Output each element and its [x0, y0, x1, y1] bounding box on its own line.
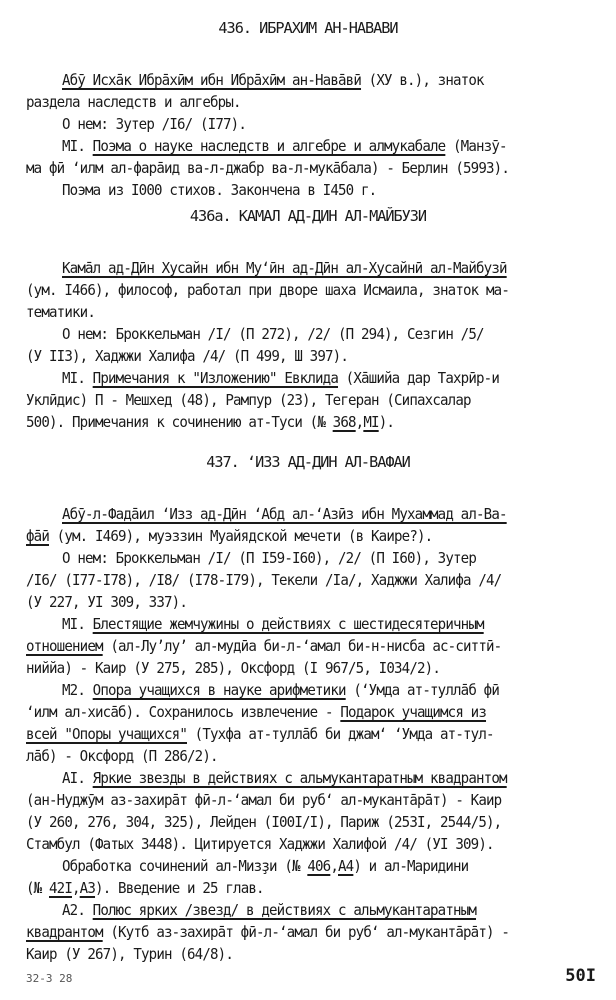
text-run: ,: [72, 879, 80, 897]
text-line: [26, 302, 95, 322]
entry-heading-437: 437. ʻИЗЗ АД-ДИН АЛ-ВАФАИ: [206, 453, 410, 471]
text-line: [62, 900, 476, 920]
text-run: Каир (У 267), Турин (64/8).: [26, 945, 234, 963]
text-line: [62, 136, 507, 156]
underlined-title: квадрантом: [26, 923, 103, 941]
text-line: [26, 834, 494, 854]
entry-heading-436a: 436а. КАМАЛ АД-ДИН АЛ-МАЙБУЗИ: [189, 207, 427, 225]
text-run: Поэма из I000 стихов. Закончена в I450 г.: [62, 181, 377, 199]
text-line: [26, 746, 218, 766]
underlined-title: Блестящие жемчужины о действиях с шестидесятеричным: [92, 615, 484, 633]
text-run: Уклӣдис) П - Мешхед (48), Рампур (23), Тегеран (Сипахсалар: [26, 391, 471, 409]
text-line: [26, 702, 486, 722]
text-run: О нем: Броккельман /I/ (П I59-I60), /2/ (П I60), Зутер: [62, 549, 477, 567]
underlined-title: 368: [332, 413, 356, 431]
text-line: [26, 92, 241, 112]
text-run: (ан-Нуджӯм аз-захира̄т фӣ-л-ʻамал би рубʻ ал-муканта̄ра̄т) - Каир: [26, 791, 502, 809]
text-run: (ал-Луʼлуʼ ал-мудӣа би-л-ʻамал би-н-нисба ас-ситтӣ-: [102, 637, 502, 655]
text-line: [62, 680, 499, 700]
text-run: (ХУ в.), знаток: [361, 71, 484, 89]
underlined-title: 406: [307, 857, 331, 875]
text-line: [26, 412, 394, 432]
text-line: [26, 346, 348, 366]
text-line: [62, 324, 484, 344]
underlined-title: Кама̄л ад-Дӣн Хусайн ибн Муʻӣн ад-Дӣн ал-Хусайнӣ ал-Майбузӣ: [62, 259, 507, 277]
underlined-title: Яркие звезды в действиях с альмукантаратным квадрантом: [92, 769, 507, 787]
text-line: [26, 570, 501, 590]
text-run: 500). Примечания к сочинению ат-Туси (№: [26, 413, 333, 431]
text-run: (№: [26, 879, 50, 897]
text-run: МI.: [62, 615, 93, 633]
text-run: М2.: [62, 681, 93, 699]
text-run: (Кутб аз-захира̄т фӣ-л-ʻамал би рубʻ ал-муканта̄ра̄т) -: [102, 923, 510, 941]
text-run: тематики.: [26, 303, 96, 321]
text-line: [62, 614, 484, 634]
text-line: [62, 368, 499, 388]
text-line: [26, 526, 432, 546]
underlined-title: фа̄ӣ: [26, 527, 50, 545]
text-run: А2.: [62, 901, 93, 919]
text-run: (Манзӯ-: [445, 137, 507, 155]
text-line: [62, 180, 376, 200]
text-run: ниййа) - Каир (У 275, 285), Оксфорд (I 967/5, I034/2).: [26, 659, 441, 677]
underlined-title: всей "Опоры учащихся": [26, 725, 188, 743]
text-run: (Тухфа ат-тулла̄б би джамʻ ʻУмда ат-тул-: [187, 725, 494, 743]
text-line: [62, 70, 484, 90]
text-line: [26, 280, 509, 300]
text-run: МI.: [62, 137, 93, 155]
text-run: ,: [355, 413, 364, 431]
text-line: [26, 922, 509, 942]
text-run: О нем: Броккельман /I/ (П 272), /2/ (П 294), Сезгин /5/: [62, 325, 484, 343]
underlined-title: Поэма о науке наследств и алгебре и алмукабале: [92, 137, 446, 155]
text-run: МI.: [62, 369, 93, 387]
entry-heading-436: 436. ИБРАХИМ АН-НАВАВИ: [218, 19, 398, 37]
text-run: раздела наследств и алгебры.: [26, 93, 241, 111]
text-line: [26, 592, 187, 612]
text-run: (ум. I466), философ, работал при дворе шаха Исмаила, знаток ма-: [26, 281, 510, 299]
text-line: [26, 158, 509, 178]
text-line: [26, 636, 501, 656]
text-run: (У 227, УI 309, 337).: [26, 593, 188, 611]
text-line: [62, 856, 468, 876]
text-line: [62, 258, 507, 278]
text-run: ла̄б) - Оксфорд (П 286/2).: [26, 747, 218, 765]
text-line: [26, 790, 501, 810]
underlined-title: Абӯ Исха̄к Ибра̄хӣм ибн Ибра̄хӣм ан-Нава̄вӣ: [62, 71, 362, 89]
text-line: [62, 768, 507, 788]
text-line: [26, 812, 501, 832]
text-run: ,: [330, 857, 339, 875]
text-run: ) и ал-Маридини: [353, 857, 469, 875]
text-run: ма фӣ ʻилм ал-фара̄ид ва-л-джабр ва-л-мука̄бала) - Берлин (5993).: [26, 159, 510, 177]
underlined-title: Опора учащихся в науке арифметики: [92, 681, 346, 699]
underlined-title: Абӯ-л-Фада̄ил ʻИзз ад-Дӣн ʻАбд ал-ʻАзӣз ибн Мухаммад ал-Ва-: [62, 505, 507, 523]
text-run: Обработка сочинений ал-Мизҙи (№: [62, 857, 308, 875]
text-line: [62, 114, 246, 134]
text-run: Стамбул (Фатых 3448). Цитируется Хаджжи Халифой /4/ (УI 309).: [26, 835, 494, 853]
text-line: [62, 548, 476, 568]
text-line: [26, 390, 471, 410]
text-line: [26, 944, 233, 964]
page-number: 50I: [565, 966, 596, 986]
underlined-title: отношением: [26, 637, 103, 655]
text-run: О нем: Зутер /I6/ (I77).: [62, 115, 247, 133]
underlined-title: МI: [363, 413, 379, 431]
text-run: (ум. I469), муэззин Муайядской мечети (в Каире?).: [49, 527, 433, 545]
underlined-title: Подарок учащимся из: [340, 703, 487, 721]
text-run: (У 260, 276, 304, 325), Лейден (I00I/I), Париж (253I, 2544/5),: [26, 813, 502, 831]
text-run: (ʻУмда ат-тулла̄б фӣ: [345, 681, 500, 699]
text-line: [62, 504, 507, 524]
printer-signature: 32-3 28: [26, 972, 73, 985]
text-run: (Ха̄шийа дар Тахрӣр-и: [338, 369, 500, 387]
text-run: ʻилм ал-хиса̄б). Сохранилось извлечение -: [26, 703, 341, 721]
underlined-title: А3: [79, 879, 96, 897]
text-line: [26, 658, 440, 678]
underlined-title: А4: [338, 857, 354, 875]
text-line: [26, 878, 264, 898]
underlined-title: Полюс ярких /звезд/ в действиях с альмукантаратным: [92, 901, 477, 919]
text-run: ). Введение и 25 глав.: [95, 879, 264, 897]
underlined-title: 42I: [49, 879, 73, 897]
text-line: [26, 724, 494, 744]
text-run: (У II3), Хаджжи Халифа /4/ (П 499, Ш 397).: [26, 347, 348, 365]
text-run: ).: [378, 413, 395, 431]
text-run: АI.: [62, 769, 93, 787]
underlined-title: Примечания к "Изложению" Евклида: [92, 369, 339, 387]
text-run: /I6/ (I77-I78), /I8/ (I78-I79), Текели /Iа/, Хаджжи Халифа /4/: [26, 571, 502, 589]
